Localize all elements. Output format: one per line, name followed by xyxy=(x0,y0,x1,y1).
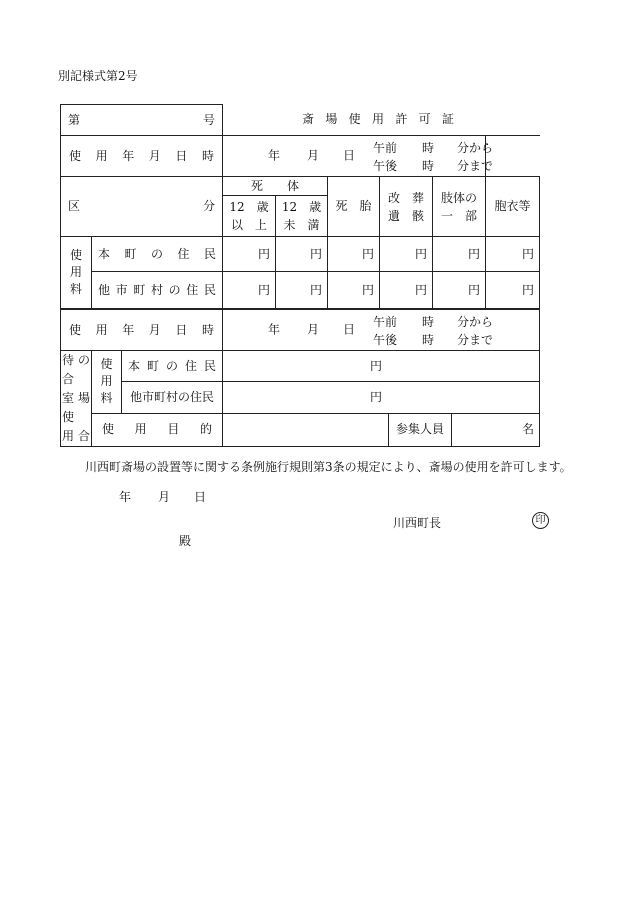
purpose-value xyxy=(223,413,389,446)
use-datetime-value: 年 月 日 午前 時 分から 午後 時 分まで xyxy=(223,136,486,177)
attendees-label: 参集人員 xyxy=(389,413,452,446)
seal-icon: 印 xyxy=(532,512,549,529)
category-label: 区 分 xyxy=(61,177,223,237)
fee-cell: 円 xyxy=(433,272,486,309)
use-datetime-value: 年 月 日 午前 時 分から 午後 時 分まで xyxy=(223,310,540,351)
corpse-header: 死 体 xyxy=(223,177,328,196)
stillbirth-header: 死 胎 xyxy=(328,177,380,237)
use-datetime-label: 使 用 年 月 日 時 xyxy=(61,310,223,351)
issuer-name: 川西町長 xyxy=(393,516,442,530)
attendees-value: 名 xyxy=(452,413,540,446)
fee-label: 使 用 料 xyxy=(61,237,92,309)
fee-cell: 円 xyxy=(433,237,486,272)
addressee-honorific: 殿 xyxy=(179,534,192,548)
fee-cell: 円 xyxy=(486,272,540,309)
fee-cell: 円 xyxy=(223,351,540,382)
permit-table xyxy=(60,104,540,309)
other-resident-label: 他 市 町 村 の 住 民 xyxy=(92,272,223,309)
fee-cell: 円 xyxy=(223,382,540,413)
permit-number-cell: 第 号 xyxy=(61,105,223,136)
over-12-header: 12 歳 以 上 xyxy=(223,196,276,237)
issue-date: 年 月 日 xyxy=(119,490,207,504)
placenta-header: 胞衣等 xyxy=(486,177,540,237)
resident-label: 本 町 の 住 民 xyxy=(122,351,223,382)
permit-statement: 川西町斎場の設置等に関する条例施行規則第3条の規定により、斎場の使用を許可します。 xyxy=(85,460,572,474)
permit-title: 斎 場 使 用 許 可 証 xyxy=(223,105,540,136)
fee-cell: 円 xyxy=(380,272,433,309)
use-datetime-label: 使 用 年 月 日 時 xyxy=(61,136,223,177)
form-code: 別記様式第2号 xyxy=(58,69,138,83)
fee-cell: 円 xyxy=(223,272,276,309)
fee-cell: 円 xyxy=(276,237,328,272)
limb-header: 肢体の 一 部 xyxy=(433,177,486,237)
fee-cell: 円 xyxy=(328,272,380,309)
waiting-room-label: 待 の 合 室 場 使 用 合 xyxy=(61,351,92,447)
other-resident-label: 他市町村の住民 xyxy=(122,382,223,413)
fee-cell: 円 xyxy=(276,272,328,309)
fee-cell: 円 xyxy=(486,237,540,272)
reburial-header: 改 葬 遺 骸 xyxy=(380,177,433,237)
waiting-room-table xyxy=(60,309,540,447)
fee-cell: 円 xyxy=(223,237,276,272)
fee-cell: 円 xyxy=(328,237,380,272)
under-12-header: 12 歳 未 満 xyxy=(276,196,328,237)
resident-label: 本 町 の 住 民 xyxy=(92,237,223,272)
purpose-label: 使 用 目 的 xyxy=(92,413,223,446)
fee-cell: 円 xyxy=(380,237,433,272)
fee-label: 使 用 料 xyxy=(92,351,122,414)
